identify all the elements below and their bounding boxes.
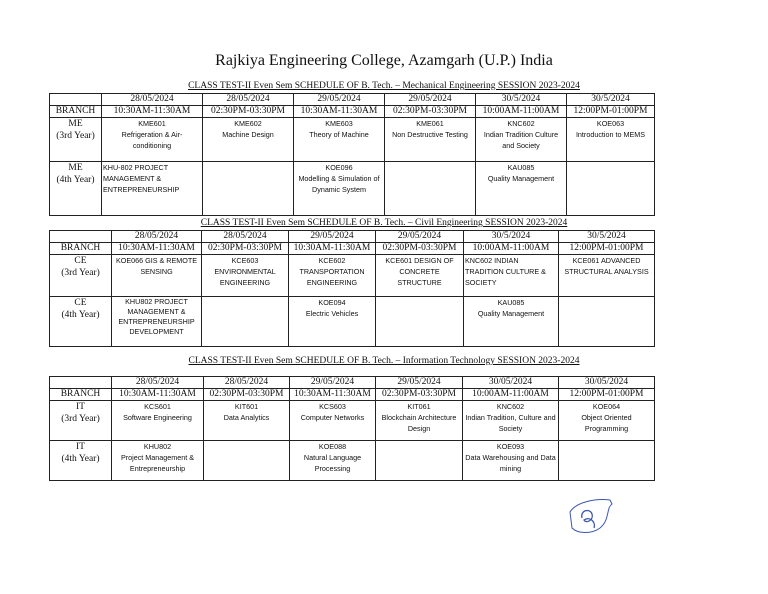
date-cell: 30/5/2024	[567, 94, 655, 106]
blank-cell	[50, 94, 102, 106]
exam-cell	[463, 401, 559, 441]
table-row	[50, 441, 655, 481]
date-cell: 29/05/2024	[376, 231, 464, 243]
exam-cell	[464, 297, 559, 347]
table-row	[50, 297, 655, 347]
schedule-table-me	[49, 93, 655, 216]
course-title: Data Analytics	[223, 413, 270, 422]
time-cell: 10:30AM-11:30AM	[112, 243, 202, 255]
time-cell: 10:30AM-11:30AM	[102, 106, 203, 118]
course-code: KCE601 DESIGN OF CONCRETE STRUCTURE	[385, 256, 454, 287]
branch-name: CE	[74, 298, 87, 308]
time-cell: 02:30PM-03:30PM	[204, 389, 290, 401]
section-caption-ce: CLASS TEST-II Even Sem SCHEDULE OF B. Tech. – Civil Engineering SESSION 2023-2024	[200, 218, 568, 228]
exam-cell	[476, 118, 567, 162]
course-code: KME603	[325, 119, 353, 128]
table-row	[50, 118, 655, 162]
exam-cell	[385, 118, 476, 162]
exam-cell	[289, 255, 376, 297]
time-row	[50, 243, 655, 255]
exam-cell	[112, 255, 202, 297]
exam-cell	[289, 297, 376, 347]
time-cell: 10:00AM-11:00AM	[463, 389, 559, 401]
branch-year: (4th Year)	[56, 175, 95, 185]
course-title: Computer Networks	[300, 413, 365, 422]
date-cell: 29/05/2024	[385, 94, 476, 106]
time-cell: 10:00AM-11:00AM	[476, 106, 567, 118]
exam-cell	[464, 255, 559, 297]
course-title: Indian Tradition Culture and Society	[483, 130, 559, 150]
date-cell: 30/05/2024	[559, 377, 655, 389]
course-code: KOE093	[496, 442, 525, 451]
exam-cell	[102, 118, 203, 162]
branch-cell	[50, 441, 112, 481]
course-title: Electric Vehicles	[305, 309, 359, 318]
exam-cell	[202, 297, 289, 347]
course-title: Natural Language Processing	[303, 453, 362, 473]
table-row	[50, 401, 655, 441]
exam-cell	[102, 162, 203, 216]
course-title: Refrigeration & Air-conditioning	[121, 130, 183, 150]
exam-cell	[112, 401, 204, 441]
course-code: KNC602	[507, 119, 535, 128]
branch-cell	[50, 255, 112, 297]
course-title: Modelling & Simulation of Dynamic System	[298, 174, 380, 194]
branch-name: ME	[68, 163, 83, 173]
date-cell: 29/05/2024	[290, 377, 376, 389]
course-title: Software Engineering	[123, 413, 192, 422]
course-title: Quality Management	[487, 174, 555, 183]
course-code: KAU085	[507, 163, 535, 172]
exam-cell	[376, 441, 463, 481]
branch-name: IT	[76, 402, 85, 412]
course-code: KME602	[234, 119, 262, 128]
course-code: KHU802 PROJECT MANAGEMENT & ENTREPRENEURSHIP DEVELOPMENT	[118, 297, 195, 336]
course-code: KAU085	[497, 298, 525, 307]
branch-year: (3rd Year)	[56, 131, 95, 141]
exam-cell	[567, 162, 655, 216]
exam-cell	[294, 162, 385, 216]
exam-cell	[202, 255, 289, 297]
exam-cell	[204, 441, 290, 481]
branch-year: (4th Year)	[61, 454, 100, 464]
course-code: KHU802	[143, 442, 172, 451]
course-code: KIT061	[407, 402, 431, 411]
date-cell: 28/05/2024	[204, 377, 290, 389]
exam-cell	[203, 118, 294, 162]
exam-cell	[559, 255, 655, 297]
course-code: KOE064	[592, 402, 621, 411]
course-title: Introduction to MEMS	[575, 130, 646, 139]
blank-cell	[50, 231, 112, 243]
exam-cell	[559, 401, 655, 441]
course-title: Data Warehousing and Data mining	[465, 453, 556, 473]
exam-cell	[376, 255, 464, 297]
exam-cell	[376, 297, 464, 347]
time-cell: 10:30AM-11:30AM	[290, 389, 376, 401]
time-cell: 12:00PM-01:00PM	[559, 243, 655, 255]
course-code: KCE603 ENVIRONMENTAL ENGINEERING	[214, 256, 276, 287]
date-cell: 28/05/2024	[203, 94, 294, 106]
branch-cell	[50, 118, 102, 162]
exam-cell	[204, 401, 290, 441]
time-cell: 02:30PM-03:30PM	[385, 106, 476, 118]
course-code: KNC602	[496, 402, 525, 411]
course-title: Project Management & Entrepreneurship	[120, 453, 195, 473]
blank-cell	[50, 377, 112, 389]
time-cell: 12:00PM-01:00PM	[559, 389, 655, 401]
date-row	[50, 377, 655, 389]
date-cell: 28/05/2024	[112, 231, 202, 243]
course-code: KCE061 ADVANCED STRUCTURAL ANALYSIS	[564, 256, 649, 276]
date-cell: 30/05/2024	[463, 377, 559, 389]
date-row	[50, 231, 655, 243]
course-code: KOE088	[318, 442, 347, 451]
exam-cell	[203, 162, 294, 216]
time-cell: 12:00PM-01:00PM	[567, 106, 655, 118]
exam-cell	[559, 441, 655, 481]
course-code: KOE063	[596, 119, 625, 128]
exam-cell	[463, 441, 559, 481]
time-cell: 02:30PM-03:30PM	[203, 106, 294, 118]
time-row	[50, 389, 655, 401]
date-cell: 29/05/2024	[294, 94, 385, 106]
schedule-table-ce	[49, 230, 655, 347]
course-title: Blockchain Architecture Design	[381, 413, 457, 433]
branch-cell	[50, 162, 102, 216]
branch-name: ME	[68, 119, 83, 129]
course-title: Quality Management	[477, 309, 545, 318]
course-title: Machine Design	[222, 130, 274, 139]
course-code: KHU-802 PROJECT MANAGEMENT & ENTREPRENEURSHIP	[103, 163, 180, 194]
exam-cell	[376, 401, 463, 441]
branch-year: (4th Year)	[61, 310, 100, 320]
time-cell: 10:00AM-11:00AM	[464, 243, 559, 255]
branch-header: BRANCH	[50, 389, 112, 401]
section-caption-me: CLASS TEST-II Even Sem SCHEDULE OF B. Tech. – Mechanical Engineering SESSION 2023-2024	[188, 81, 580, 91]
course-code: KNC602 INDIAN TRADITION CULTURE & SOCIETY	[465, 256, 546, 287]
course-code: KCS603	[319, 402, 346, 411]
branch-cell	[50, 297, 112, 347]
date-cell: 29/05/2024	[376, 377, 463, 389]
table-row	[50, 162, 655, 216]
section-caption-it: CLASS TEST-II Even Sem SCHEDULE OF B. Tech. – Information Technology SESSION 2023-2024	[188, 356, 580, 366]
branch-year: (3rd Year)	[61, 268, 100, 278]
course-code: KOE066 GIS & REMOTE SENSING	[115, 256, 198, 276]
course-code: KOE096	[325, 163, 353, 172]
table-row	[50, 255, 655, 297]
time-cell: 02:30PM-03:30PM	[376, 389, 463, 401]
time-cell: 10:30AM-11:30AM	[112, 389, 204, 401]
course-title: Non Destructive Testing	[392, 130, 468, 139]
exam-cell	[290, 401, 376, 441]
course-code: KCS601	[144, 402, 171, 411]
branch-name: IT	[76, 442, 85, 452]
schedule-table-it	[49, 376, 655, 481]
date-cell: 30/5/2024	[464, 231, 559, 243]
date-cell: 28/05/2024	[102, 94, 203, 106]
branch-cell	[50, 401, 112, 441]
branch-name: CE	[74, 256, 87, 266]
course-code: KME061	[416, 119, 444, 128]
time-cell: 02:30PM-03:30PM	[376, 243, 464, 255]
date-cell: 30/5/2024	[476, 94, 567, 106]
date-cell: 28/05/2024	[112, 377, 204, 389]
branch-year: (3rd Year)	[61, 414, 100, 424]
time-row	[50, 106, 655, 118]
exam-cell	[294, 118, 385, 162]
course-title: Theory of Machine	[309, 130, 369, 139]
time-cell: 10:30AM-11:30AM	[294, 106, 385, 118]
signature-mark	[566, 494, 616, 536]
date-cell: 30/5/2024	[559, 231, 655, 243]
exam-cell	[559, 297, 655, 347]
course-title: Object Oriented Programming	[581, 413, 632, 433]
course-title: Indian Tradition, Culture and Society	[465, 413, 556, 433]
date-row	[50, 94, 655, 106]
exam-cell	[567, 118, 655, 162]
course-code: KIT601	[234, 402, 259, 411]
time-cell: 10:30AM-11:30AM	[289, 243, 376, 255]
exam-cell	[112, 441, 204, 481]
exam-cell	[476, 162, 567, 216]
time-cell: 02:30PM-03:30PM	[202, 243, 289, 255]
course-code: KOE094	[318, 298, 346, 307]
course-code: KME601	[138, 119, 166, 128]
exam-cell	[112, 297, 202, 347]
exam-cell	[290, 441, 376, 481]
exam-cell	[385, 162, 476, 216]
branch-header: BRANCH	[50, 106, 102, 118]
page-title: Rajkiya Engineering College, Azamgarh (U.P.) India	[215, 52, 553, 69]
course-code: KCE602 TRANSPORTATION ENGINEERING	[299, 256, 365, 287]
date-cell: 29/05/2024	[289, 231, 376, 243]
branch-header: BRANCH	[50, 243, 112, 255]
date-cell: 28/05/2024	[202, 231, 289, 243]
